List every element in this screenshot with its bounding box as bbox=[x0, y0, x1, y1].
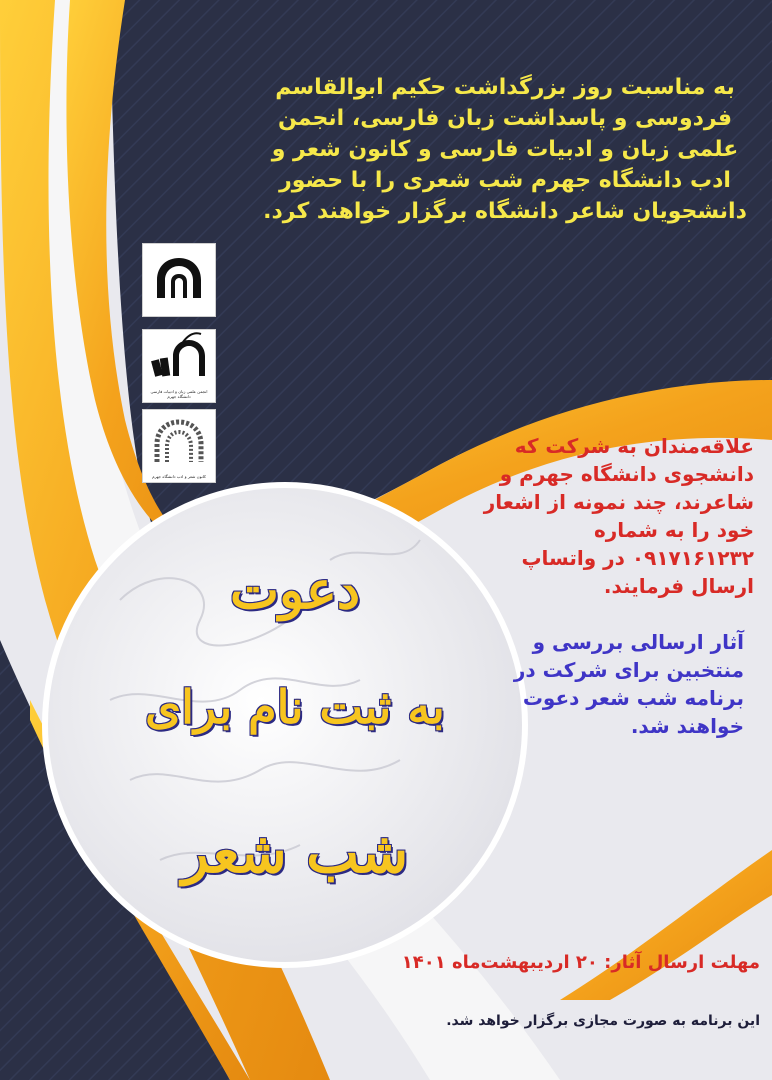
works-text: آثار ارسالی بررسی و منتخبین برای شرکت در برنامه شب شعر دعوت خواهند شد. bbox=[513, 630, 744, 738]
title-registration: به ثبت نام برای bbox=[145, 680, 445, 734]
title-invitation: دعوت bbox=[230, 560, 360, 621]
intro-text: به مناسبت روز بزرگداشت حکیم ابوالقاسم فردوسی و پاسداشت زبان فارسی، انجمن علمی زبان و ادبیات فارسی و کانون شعر و ادب دانشگاه جهرم شب شعری را با حضور دانشجویان شاعر دانشگاه برگزار خواهند کرد. bbox=[263, 75, 747, 224]
logo-caption: انجمن علمی زبان و ادبیات فارسی دانشگاه جهرم bbox=[150, 389, 208, 399]
poetry-club-logo-icon bbox=[143, 410, 215, 482]
title-poetry-night: شب شعر bbox=[181, 820, 409, 886]
literature-association-logo bbox=[142, 329, 216, 403]
poetry-club-logo bbox=[142, 409, 216, 483]
participation-text: علاقه‌مندان به شرکت که دانشجوی دانشگاه جهرم و شاعرند، چند نمونه از اشعار خود را به شماره ۰۹۱۷۱۶۱۲۳۲ در واتساپ ارسال فرمایند. bbox=[483, 434, 754, 598]
university-arch-logo-icon bbox=[143, 244, 215, 316]
deadline-text: مهلت ارسال آثار: ۲۰ اردیبهشت‌ماه ۱۴۰۱ bbox=[401, 952, 760, 973]
logo-caption: کانون شعر و ادب دانشگاه جهرم bbox=[152, 474, 206, 479]
university-logo bbox=[142, 243, 216, 317]
footer-text: این برنامه به صورت مجازی برگزار خواهد شد. bbox=[446, 1013, 760, 1029]
